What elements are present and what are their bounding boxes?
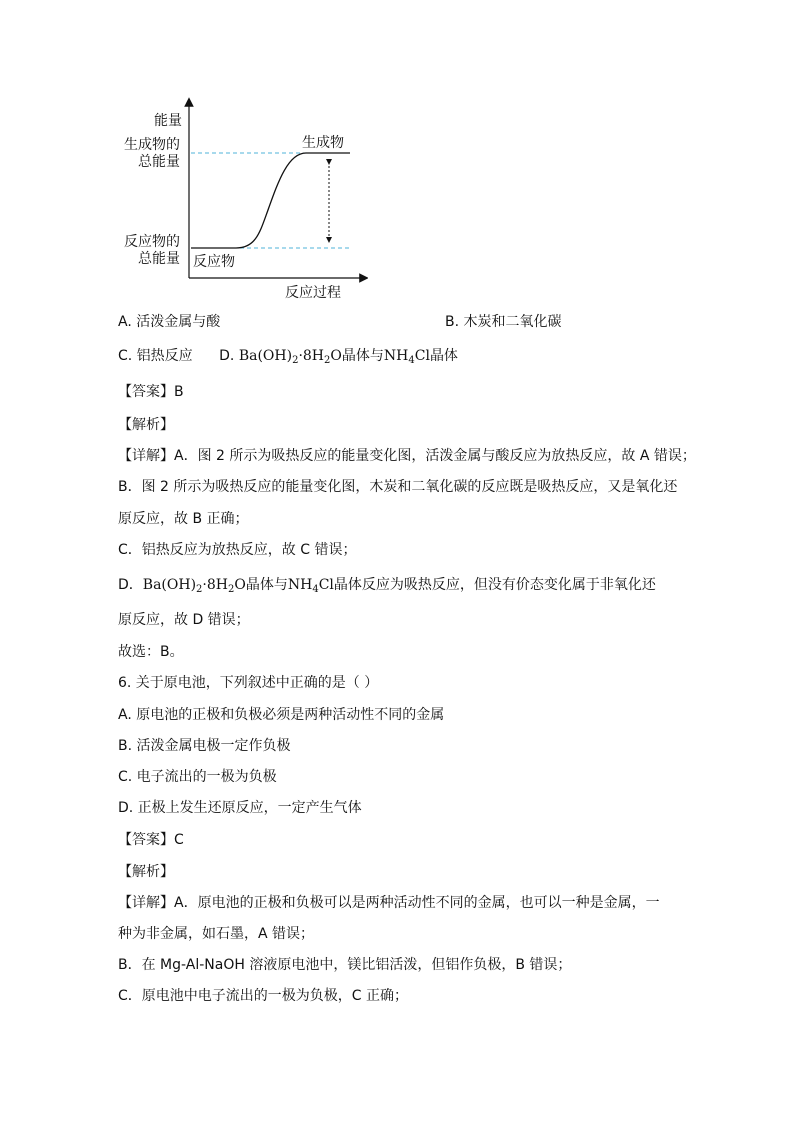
q5-detail-a: 【详解】A．图 2 所示为吸热反应的能量变化图，活泼金属与酸反应为放热反应，故 A 错误； (118, 448, 696, 464)
q6-option-d: D. 正极上发生还原反应，一定产生气体 (118, 800, 362, 816)
q5-detail-b-1: B．图 2 所示为吸热反应的能量变化图，木炭和二氧化碳的反应既是吸热反应，又是氧化还 (118, 479, 678, 495)
q5-option-c: C. 铝热反应 (118, 348, 193, 364)
q5-detail-b-2: 原反应，故 B 正确； (118, 511, 249, 527)
q5-detail-d-1: D．$Ba(OH)_2\cdot 8H_2O$晶体与$NH_4Cl$晶体反应为吸热反应，但没有价态变化属于非氧化还 (118, 577, 656, 595)
product-level-label-2: 总能量 (138, 154, 180, 170)
q6-detail-a-1: 【详解】A．原电池的正极和负极可以是两种活动性不同的金属，也可以一种是金属，一 (118, 895, 660, 911)
q5-option-a: A. 活泼金属与酸 (118, 314, 221, 330)
q6-answer: 【答案】C (118, 832, 184, 848)
q5-option-d-suffix: 晶体 (429, 348, 458, 364)
x-axis-label: 反应过程 (285, 285, 341, 301)
q5-analysis-title: 【解析】 (118, 417, 174, 433)
energy-curve (191, 153, 350, 248)
q6-detail-a-2: 种为非金属，如石墨，A 错误； (118, 926, 315, 942)
energy-diagram (118, 92, 368, 304)
reactant-level-label-1: 反应物的 (124, 234, 180, 250)
q5-option-cd-row (118, 346, 458, 366)
product-level-label-1: 生成物的 (124, 137, 180, 153)
q6-question: 6. 关于原电池，下列叙述中正确的是（ ） (118, 675, 379, 691)
q5-answer: 【答案】B (118, 384, 184, 400)
q5-option-b: B. 木炭和二氧化碳 (445, 314, 562, 330)
q5-detail-c: C．铝热反应为放热反应，故 C 错误； (118, 542, 357, 558)
product-curve-label: 生成物 (302, 135, 344, 151)
q6-option-c: C. 电子流出的一极为负极 (118, 769, 277, 785)
q5-option-d-prefix: D. (219, 348, 235, 364)
q5-option-d-mid: 晶体与 (341, 348, 384, 364)
q6-option-a: A. 原电池的正极和负极必须是两种活动性不同的金属 (118, 707, 445, 723)
reactant-level-label-2: 总能量 (138, 251, 180, 267)
y-axis-label: 能量 (154, 113, 182, 129)
q5-detail-d-2: 原反应，故 D 错误； (118, 612, 250, 628)
q5-option-d-formula: $Ba(OH)_2\cdot 8H_2O$ (238, 348, 342, 366)
q6-option-b: B. 活泼金属电极一定作负极 (118, 738, 291, 754)
q6-detail-c: C．原电池中电子流出的一极为负极，C 正确； (118, 988, 408, 1004)
q5-conclusion: 故选：B。 (118, 644, 184, 660)
q6-analysis-title: 【解析】 (118, 864, 174, 880)
q6-detail-b: B．在 Mg-Al-NaOH 溶液原电池中，镁比铝活泼，但铝作负极，B 错误； (118, 957, 572, 973)
reactant-curve-label: 反应物 (193, 254, 235, 270)
q5-option-d-formula-2: $NH_4Cl$ (383, 348, 430, 366)
